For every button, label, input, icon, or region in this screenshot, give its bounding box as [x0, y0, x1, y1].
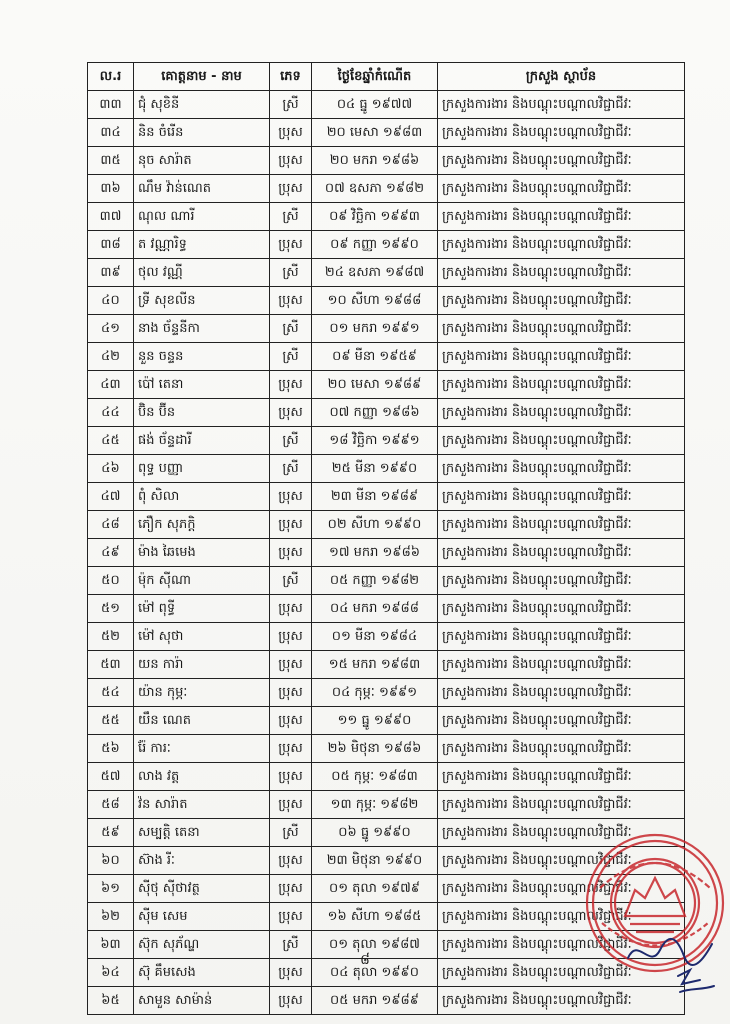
cell-name: នាង ច័ន្ទនីកា	[134, 315, 270, 343]
cell-no: ៦៣	[88, 931, 134, 959]
cell-org: ក្រសួងការងារ និងបណ្តុះបណ្តាលវិជ្ជាជីវៈ	[438, 399, 685, 427]
cell-sex: ប្រុស	[270, 147, 312, 175]
cell-no: ៤១	[88, 315, 134, 343]
table-row	[88, 567, 685, 595]
cell-dob: ០៤ ធ្នូ ១៩៧៧	[312, 91, 438, 119]
table-header-row	[88, 63, 685, 91]
cell-sex: ប្រុស	[270, 651, 312, 679]
cell-no: ៣៤	[88, 119, 134, 147]
cell-name: ផង់ ច័ន្ទដារី	[134, 427, 270, 455]
cell-dob: ០៥ កុម្ភៈ ១៩៨៣	[312, 763, 438, 791]
cell-name: ម៉ុក ស៊ីណា	[134, 567, 270, 595]
cell-sex: ប្រុស	[270, 539, 312, 567]
cell-sex: ស្រី	[270, 931, 312, 959]
cell-org: ក្រសួងការងារ និងបណ្តុះបណ្តាលវិជ្ជាជីវៈ	[438, 315, 685, 343]
cell-dob: ២៤ ឧសភា ១៩៨៧	[312, 259, 438, 287]
cell-org: ក្រសួងការងារ និងបណ្តុះបណ្តាលវិជ្ជាជីវៈ	[438, 175, 685, 203]
cell-name: យឹន ណេត	[134, 707, 270, 735]
cell-org: ក្រសួងការងារ និងបណ្តុះបណ្តាលវិជ្ជាជីវៈ	[438, 567, 685, 595]
cell-dob: ០១ តុលា ១៩៧៩	[312, 875, 438, 903]
cell-name: ស៊ាង រីៈ	[134, 847, 270, 875]
cell-sex: ប្រុស	[270, 763, 312, 791]
cell-name: ម៉ាង ឆៃមេង	[134, 539, 270, 567]
table-row	[88, 231, 685, 259]
cell-org: ក្រសួងការងារ និងបណ្តុះបណ្តាលវិជ្ជាជីវៈ	[438, 903, 685, 931]
cell-dob: ២៣ មិថុនា ១៩៩០	[312, 847, 438, 875]
cell-dob: ២៣ មីនា ១៩៨៩	[312, 483, 438, 511]
cell-org: ក្រសួងការងារ និងបណ្តុះបណ្តាលវិជ្ជាជីវៈ	[438, 931, 685, 959]
cell-name: ម៉ៅ ពុទ្ធី	[134, 595, 270, 623]
cell-name: ភឿក សុភក្តិ	[134, 511, 270, 539]
cell-no: ៣៨	[88, 231, 134, 259]
cell-sex: ប្រុស	[270, 707, 312, 735]
page-number: ៨	[360, 952, 370, 968]
cell-dob: ០១ តុលា ១៩៨៧	[312, 931, 438, 959]
cell-dob: ០៦ ធ្នូ ១៩៩០	[312, 819, 438, 847]
cell-dob: ២០ មករា ១៩៨៦	[312, 147, 438, 175]
cell-no: ៣៥	[88, 147, 134, 175]
cell-dob: ០១ មករា ១៩៩១	[312, 315, 438, 343]
cell-sex: ប្រុស	[270, 847, 312, 875]
table-row	[88, 539, 685, 567]
cell-name: ប៉ៅ តេនា	[134, 371, 270, 399]
cell-no: ៥២	[88, 623, 134, 651]
cell-sex: ប្រុស	[270, 987, 312, 1015]
cell-no: ៦១	[88, 875, 134, 903]
cell-no: ៣៩	[88, 259, 134, 287]
cell-name: យន ការ៉ា	[134, 651, 270, 679]
cell-name: ពុទ្ធ បញ្ញា	[134, 455, 270, 483]
cell-name: ម៉ៅ សុថា	[134, 623, 270, 651]
cell-org: ក្រសួងការងារ និងបណ្តុះបណ្តាលវិជ្ជាជីវៈ	[438, 623, 685, 651]
cell-org: ក្រសួងការងារ និងបណ្តុះបណ្តាលវិជ្ជាជីវៈ	[438, 259, 685, 287]
cell-org: ក្រសួងការងារ និងបណ្តុះបណ្តាលវិជ្ជាជីវៈ	[438, 203, 685, 231]
table-row	[88, 623, 685, 651]
cell-org: ក្រសួងការងារ និងបណ្តុះបណ្តាលវិជ្ជាជីវៈ	[438, 819, 685, 847]
cell-dob: ០៥ កញ្ញា ១៩៨២	[312, 567, 438, 595]
cell-sex: ប្រុស	[270, 399, 312, 427]
header-name: គោត្តនាម - នាម	[134, 63, 270, 91]
table-row	[88, 147, 685, 175]
cell-no: ៥១	[88, 595, 134, 623]
table-row	[88, 119, 685, 147]
cell-no: ៤៦	[88, 455, 134, 483]
cell-name: ស៊ីម សេម	[134, 903, 270, 931]
header-no: ល.រ	[88, 63, 134, 91]
cell-sex: ប្រុស	[270, 511, 312, 539]
cell-dob: ០៩ វិច្ឆិកា ១៩៩៣	[312, 203, 438, 231]
cell-sex: ស្រី	[270, 259, 312, 287]
cell-org: ក្រសួងការងារ និងបណ្តុះបណ្តាលវិជ្ជាជីវៈ	[438, 707, 685, 735]
table-row	[88, 455, 685, 483]
cell-org: ក្រសួងការងារ និងបណ្តុះបណ្តាលវិជ្ជាជីវៈ	[438, 539, 685, 567]
table-row	[88, 511, 685, 539]
cell-sex: ប្រុស	[270, 175, 312, 203]
cell-dob: ២៦ មិថុនា ១៩៨៦	[312, 735, 438, 763]
cell-org: ក្រសួងការងារ និងបណ្តុះបណ្តាលវិជ្ជាជីវៈ	[438, 735, 685, 763]
signature-icon	[620, 930, 720, 1000]
cell-sex: ស្រី	[270, 91, 312, 119]
cell-org: ក្រសួងការងារ និងបណ្តុះបណ្តាលវិជ្ជាជីវៈ	[438, 959, 685, 987]
cell-no: ៤៨	[88, 511, 134, 539]
cell-org: ក្រសួងការងារ និងបណ្តុះបណ្តាលវិជ្ជាជីវៈ	[438, 511, 685, 539]
cell-name: យ៉ាន កុម្ភៈ	[134, 679, 270, 707]
cell-name: ត វណ្ណារិទ្ធ	[134, 231, 270, 259]
cell-no: ៦០	[88, 847, 134, 875]
cell-sex: ស្រី	[270, 315, 312, 343]
cell-dob: ០៩ កញ្ញា ១៩៩០	[312, 231, 438, 259]
cell-no: ៥៧	[88, 763, 134, 791]
cell-org: ក្រសួងការងារ និងបណ្តុះបណ្តាលវិជ្ជាជីវៈ	[438, 791, 685, 819]
cell-no: ៦២	[88, 903, 134, 931]
cell-sex: ស្រី	[270, 455, 312, 483]
cell-sex: ប្រុស	[270, 595, 312, 623]
cell-sex: ប្រុស	[270, 231, 312, 259]
table-row	[88, 987, 685, 1015]
cell-org: ក្រសួងការងារ និងបណ្តុះបណ្តាលវិជ្ជាជីវៈ	[438, 231, 685, 259]
cell-sex: ប្រុស	[270, 791, 312, 819]
cell-no: ៥៦	[88, 735, 134, 763]
cell-no: ៥៥	[88, 707, 134, 735]
cell-org: ក្រសួងការងារ និងបណ្តុះបណ្តាលវិជ្ជាជីវៈ	[438, 119, 685, 147]
cell-dob: ០៤ មករា ១៩៨៨	[312, 595, 438, 623]
cell-no: ៦៤	[88, 959, 134, 987]
cell-no: ៥៨	[88, 791, 134, 819]
cell-name: ណុល ណារី	[134, 203, 270, 231]
cell-name: ណឹម វ៉ាន់ណេត	[134, 175, 270, 203]
cell-org: ក្រសួងការងារ និងបណ្តុះបណ្តាលវិជ្ជាជីវៈ	[438, 651, 685, 679]
cell-dob: ១៦ សីហា ១៩៨៥	[312, 903, 438, 931]
cell-no: ៤២	[88, 343, 134, 371]
cell-no: ៣៦	[88, 175, 134, 203]
cell-org: ក្រសួងការងារ និងបណ្តុះបណ្តាលវិជ្ជាជីវៈ	[438, 847, 685, 875]
cell-name: រ៉ែ ការៈ	[134, 735, 270, 763]
cell-no: ៣៣	[88, 91, 134, 119]
table-row	[88, 203, 685, 231]
cell-name: ស៊ុ គឹមសេង	[134, 959, 270, 987]
cell-dob: ១០ សីហា ១៩៨៨	[312, 287, 438, 315]
cell-org: ក្រសួងការងារ និងបណ្តុះបណ្តាលវិជ្ជាជីវៈ	[438, 91, 685, 119]
header-dob: ថ្ងៃខែឆ្នាំកំណើត	[312, 63, 438, 91]
cell-dob: ០៤ តុលា ១៩៩០	[312, 959, 438, 987]
cell-sex: ប្រុស	[270, 623, 312, 651]
cell-no: ៥៤	[88, 679, 134, 707]
cell-name: ពុំ សិលា	[134, 483, 270, 511]
cell-no: ៦៥	[88, 987, 134, 1015]
cell-org: ក្រសួងការងារ និងបណ្តុះបណ្តាលវិជ្ជាជីវៈ	[438, 483, 685, 511]
table-row	[88, 315, 685, 343]
cell-dob: ០១ មីនា ១៩៨៤	[312, 623, 438, 651]
cell-dob: ២៥ មីនា ១៩៩០	[312, 455, 438, 483]
cell-no: ៤៤	[88, 399, 134, 427]
table-row	[88, 707, 685, 735]
cell-name: ជុំ សុខិនី	[134, 91, 270, 119]
table-row	[88, 763, 685, 791]
cell-no: ៤០	[88, 287, 134, 315]
cell-org: ក្រសួងការងារ និងបណ្តុះបណ្តាលវិជ្ជាជីវៈ	[438, 875, 685, 903]
cell-sex: ស្រី	[270, 819, 312, 847]
cell-sex: ប្រុស	[270, 371, 312, 399]
cell-name: នួន ចន្ទន	[134, 343, 270, 371]
cell-org: ក្រសួងការងារ និងបណ្តុះបណ្តាលវិជ្ជាជីវៈ	[438, 343, 685, 371]
cell-sex: ប្រុស	[270, 483, 312, 511]
table-row	[88, 371, 685, 399]
header-org: ក្រសួង ស្ថាប័ន	[438, 63, 685, 91]
cell-no: ៥៩	[88, 819, 134, 847]
cell-dob: ០៥ មករា ១៩៨៩	[312, 987, 438, 1015]
cell-dob: ១៧ មករា ១៩៨៦	[312, 539, 438, 567]
cell-dob: ០៩ មីនា ១៩៥៩	[312, 343, 438, 371]
cell-no: ៤៥	[88, 427, 134, 455]
cell-dob: ០៤ កុម្ភៈ ១៩៩១	[312, 679, 438, 707]
table-row	[88, 735, 685, 763]
cell-sex: ស្រី	[270, 567, 312, 595]
table-row	[88, 399, 685, 427]
cell-sex: ប្រុស	[270, 287, 312, 315]
cell-sex: ប្រុស	[270, 903, 312, 931]
table-row	[88, 343, 685, 371]
cell-dob: ០៧ ឧសភា ១៩៨២	[312, 175, 438, 203]
header-sex: ភេទ	[270, 63, 312, 91]
cell-org: ក្រសួងការងារ និងបណ្តុះបណ្តាលវិជ្ជាជីវៈ	[438, 987, 685, 1015]
cell-org: ក្រសួងការងារ និងបណ្តុះបណ្តាលវិជ្ជាជីវៈ	[438, 371, 685, 399]
cell-sex: ស្រី	[270, 343, 312, 371]
table-row	[88, 483, 685, 511]
cell-name: វ៉ន សារ៉ាត	[134, 791, 270, 819]
cell-name: ស៊ីថុ ស៊ីថាវត្ថ	[134, 875, 270, 903]
cell-dob: ០២ សីហា ១៩៩០	[312, 511, 438, 539]
cell-dob: ១៣ កុម្ភៈ ១៩៨២	[312, 791, 438, 819]
cell-name: និន ចំរើន	[134, 119, 270, 147]
cell-dob: ១៨ វិច្ឆិកា ១៩៩១	[312, 427, 438, 455]
table-row	[88, 175, 685, 203]
table-row	[88, 791, 685, 819]
cell-sex: ប្រុស	[270, 679, 312, 707]
cell-name: ថុល វណ្ណី	[134, 259, 270, 287]
cell-org: ក្រសួងការងារ និងបណ្តុះបណ្តាលវិជ្ជាជីវៈ	[438, 679, 685, 707]
cell-org: ក្រសួងការងារ និងបណ្តុះបណ្តាលវិជ្ជាជីវៈ	[438, 147, 685, 175]
cell-sex: ប្រុស	[270, 119, 312, 147]
cell-name: ស៊ុក សុភ័ណ្ឌ	[134, 931, 270, 959]
cell-name: ប៊ិន ប៊ីន	[134, 399, 270, 427]
cell-dob: ២០ មេសា ១៩៨៩	[312, 371, 438, 399]
cell-org: ក្រសួងការងារ និងបណ្តុះបណ្តាលវិជ្ជាជីវៈ	[438, 427, 685, 455]
cell-no: ៤៧	[88, 483, 134, 511]
cell-dob: ១៥ មករា ១៩៨៣	[312, 651, 438, 679]
cell-name: ទ្រី សុខលីន	[134, 287, 270, 315]
cell-no: ៤៩	[88, 539, 134, 567]
table-row	[88, 259, 685, 287]
cell-sex: ស្រី	[270, 203, 312, 231]
cell-dob: ១១ ធ្នូ ១៩៩០	[312, 707, 438, 735]
cell-sex: ប្រុស	[270, 959, 312, 987]
table-row	[88, 287, 685, 315]
cell-name: នុច សារ៉ាត	[134, 147, 270, 175]
cell-name: សម្បត្តិ តេនា	[134, 819, 270, 847]
cell-org: ក្រសួងការងារ និងបណ្តុះបណ្តាលវិជ្ជាជីវៈ	[438, 595, 685, 623]
cell-dob: ០៧ កញ្ញា ១៩៨៦	[312, 399, 438, 427]
table-row	[88, 595, 685, 623]
cell-no: ៤៣	[88, 371, 134, 399]
cell-org: ក្រសួងការងារ និងបណ្តុះបណ្តាលវិជ្ជាជីវៈ	[438, 287, 685, 315]
cell-sex: ស្រី	[270, 427, 312, 455]
table-row	[88, 651, 685, 679]
table-row	[88, 427, 685, 455]
table-row	[88, 679, 685, 707]
cell-sex: ប្រុស	[270, 735, 312, 763]
cell-name: លាង វត្ត	[134, 763, 270, 791]
table-row	[88, 91, 685, 119]
cell-no: ៣៧	[88, 203, 134, 231]
cell-dob: ២០ មេសា ១៩៨៣	[312, 119, 438, 147]
cell-org: ក្រសួងការងារ និងបណ្តុះបណ្តាលវិជ្ជាជីវៈ	[438, 455, 685, 483]
cell-sex: ប្រុស	[270, 875, 312, 903]
cell-no: ៥៣	[88, 651, 134, 679]
cell-no: ៥០	[88, 567, 134, 595]
cell-name: សាមួន សាម៉ាន់	[134, 987, 270, 1015]
cell-org: ក្រសួងការងារ និងបណ្តុះបណ្តាលវិជ្ជាជីវៈ	[438, 763, 685, 791]
